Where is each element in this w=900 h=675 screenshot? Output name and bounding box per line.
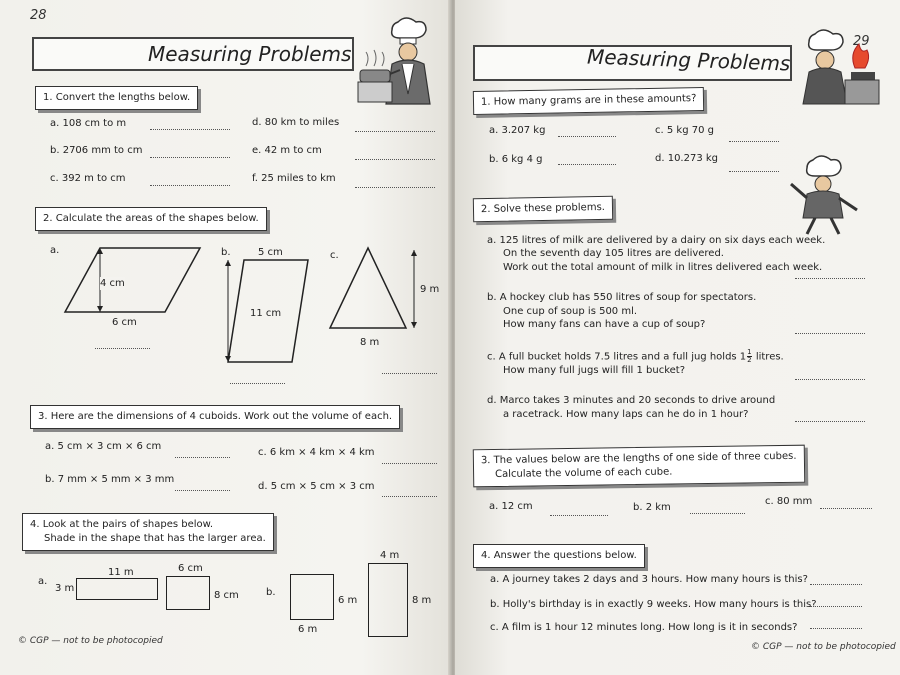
fraction-denominator: 2 — [747, 356, 752, 364]
q2a-line-2: On the seventh day 105 litres are delivered. — [503, 248, 724, 259]
shape-c-height: 9 m — [420, 284, 440, 295]
q3-item-c: c. 6 km × 4 km × 4 km — [258, 447, 375, 458]
shape-b-width: 5 cm — [258, 247, 283, 258]
q3-heading-line-1: 3. The values below are the lengths of one side of three cubes. — [480, 450, 797, 467]
q2c-line-1 — [487, 349, 784, 364]
answer-line[interactable] — [558, 135, 616, 137]
answer-line[interactable] — [820, 507, 872, 509]
answer-line[interactable] — [175, 489, 230, 491]
page-title: Measuring Problems — [586, 44, 791, 76]
shape-b-label: b. — [221, 247, 231, 258]
q3-item-b: b. 2 km — [633, 502, 671, 513]
q3-item-a: a. 12 cm — [489, 501, 533, 512]
q1-item-f: f. 25 miles to km — [252, 173, 336, 184]
q1-item-b: b. 6 kg 4 g — [489, 154, 543, 165]
triangle-shape — [326, 244, 426, 336]
q1-item-d: d. 80 km to miles — [252, 117, 340, 128]
parallelogram-shape — [60, 240, 210, 320]
chef-cooking-illustration — [352, 14, 442, 114]
q4a-rect2-width: 6 cm — [178, 563, 203, 574]
q4b-rect2-shape[interactable] — [368, 563, 408, 637]
q4a-rect1-shape[interactable] — [76, 578, 158, 600]
q4a-rect2-height: 8 cm — [214, 590, 239, 601]
q1-item-a: a. 3.207 kg — [489, 125, 546, 136]
answer-line[interactable] — [355, 130, 435, 132]
answer-line[interactable] — [690, 512, 745, 514]
q4a-label: a. — [38, 576, 48, 587]
shape-a-height: 4 cm — [100, 278, 125, 289]
answer-line[interactable] — [382, 462, 437, 464]
answer-line[interactable] — [95, 347, 150, 349]
chef-flambe-illustration — [785, 28, 885, 108]
q2c-unit: litres. — [752, 351, 784, 363]
answer-line[interactable] — [150, 156, 230, 158]
q2b-line-1: b. A hockey club has 550 litres of soup for spectators. — [487, 292, 757, 303]
answer-line[interactable] — [810, 627, 862, 629]
q4b-rect2-height: 8 m — [412, 595, 432, 606]
answer-line[interactable] — [810, 605, 862, 607]
chef-waving-illustration — [785, 154, 875, 236]
q2c-line-2: How many full jugs will fill 1 bucket? — [503, 365, 686, 376]
q2b-line-2: One cup of soup is 500 ml. — [503, 306, 638, 317]
shape-a-label: a. — [50, 245, 60, 256]
question-4-heading — [22, 513, 274, 551]
question-4-heading: 4. Answer the questions below. — [473, 544, 645, 568]
page-number: 28 — [30, 8, 47, 23]
copyright-footer: © CGP — not to be photocopied — [18, 636, 163, 646]
q3-item-a: a. 5 cm × 3 cm × 6 cm — [45, 441, 162, 452]
q4-heading-line-2: Shade in the shape that has the larger area. — [44, 533, 266, 544]
page-title: Measuring Problems — [148, 42, 352, 66]
q3-heading-line-2: Calculate the volume of each cube. — [495, 466, 673, 481]
q4-item-c: c. A film is 1 hour 12 minutes long. How long is it in seconds? — [490, 622, 798, 633]
q4b-rect1-height: 6 m — [338, 595, 358, 606]
answer-line[interactable] — [382, 372, 437, 374]
answer-line[interactable] — [230, 382, 285, 384]
question-3-heading — [473, 445, 805, 488]
answer-line[interactable] — [795, 277, 865, 279]
fraction-half — [747, 349, 751, 364]
answer-line[interactable] — [795, 378, 865, 380]
fraction-numerator: 1 — [747, 348, 752, 356]
question-2-heading: 2. Solve these problems. — [473, 196, 613, 222]
q1-item-c: c. 392 m to cm — [50, 173, 126, 184]
answer-line[interactable] — [382, 495, 437, 497]
shape-b-height: 11 cm — [250, 308, 282, 319]
q2d-line-1: d. Marco takes 3 minutes and 20 seconds to drive around — [487, 395, 776, 406]
shape-c-width: 8 m — [360, 337, 380, 348]
answer-line[interactable] — [795, 332, 865, 334]
answer-line[interactable] — [175, 456, 230, 458]
answer-line[interactable] — [729, 140, 779, 142]
q4-item-a: a. A journey takes 2 days and 3 hours. How many hours is this? — [490, 574, 808, 585]
q2a-line-3: Work out the total amount of milk in litres delivered each week. — [503, 262, 823, 273]
q3-item-d: d. 5 cm × 5 cm × 3 cm — [258, 481, 375, 492]
q4a-rect1-width: 11 m — [108, 567, 134, 578]
q1-item-a: a. 108 cm to m — [50, 118, 127, 129]
question-1-heading: 1. How many grams are in these amounts? — [473, 87, 705, 115]
right-page — [455, 0, 900, 675]
question-1-heading: 1. Convert the lengths below. — [35, 86, 198, 110]
answer-line[interactable] — [550, 514, 608, 516]
q4b-rect2-width: 4 m — [380, 550, 400, 561]
q3-item-c: c. 80 mm — [765, 496, 813, 507]
q1-item-b: b. 2706 mm to cm — [50, 145, 143, 156]
q4b-rect1-width: 6 m — [298, 624, 318, 635]
answer-line[interactable] — [150, 128, 230, 130]
q1-item-e: e. 42 m to cm — [252, 145, 322, 156]
q2c-text: c. A full bucket holds 7.5 litres and a full jug holds 1 — [487, 351, 747, 363]
q4b-rect1-shape[interactable] — [290, 574, 334, 620]
answer-line[interactable] — [810, 583, 862, 585]
answer-line[interactable] — [795, 420, 865, 422]
q1-item-d: d. 10.273 kg — [655, 153, 719, 164]
answer-line[interactable] — [729, 170, 779, 172]
q4b-label: b. — [266, 587, 276, 598]
question-3-heading: 3. Here are the dimensions of 4 cuboids. Work out the volume of each. — [30, 405, 400, 429]
shape-a-width: 6 cm — [112, 317, 137, 328]
copyright-footer: © CGP — not to be photocopied — [751, 642, 896, 652]
q1-item-c: c. 5 kg 70 g — [655, 125, 714, 136]
q2d-line-2: a racetrack. How many laps can he do in 1 hour? — [503, 409, 749, 420]
shape-c-label: c. — [330, 250, 339, 261]
answer-line[interactable] — [150, 184, 230, 186]
page-number: 29 — [853, 34, 870, 49]
answer-line[interactable] — [355, 158, 435, 160]
q3-item-b: b. 7 mm × 5 mm × 3 mm — [45, 474, 175, 485]
answer-line[interactable] — [558, 163, 616, 165]
q4a-rect2-shape[interactable] — [166, 576, 210, 610]
q4a-rect1-height: 3 m — [55, 583, 75, 594]
q4-heading-line-1: 4. Look at the pairs of shapes below. — [30, 519, 214, 530]
q2a-line-1: a. 125 litres of milk are delivered by a dairy on six days each week. — [487, 235, 826, 246]
answer-line[interactable] — [355, 186, 435, 188]
q2b-line-3: How many fans can have a cup of soup? — [503, 319, 706, 330]
q4-item-b: b. Holly's birthday is in exactly 9 weeks. How many hours is this? — [490, 599, 817, 610]
question-2-heading: 2. Calculate the areas of the shapes below. — [35, 207, 267, 231]
